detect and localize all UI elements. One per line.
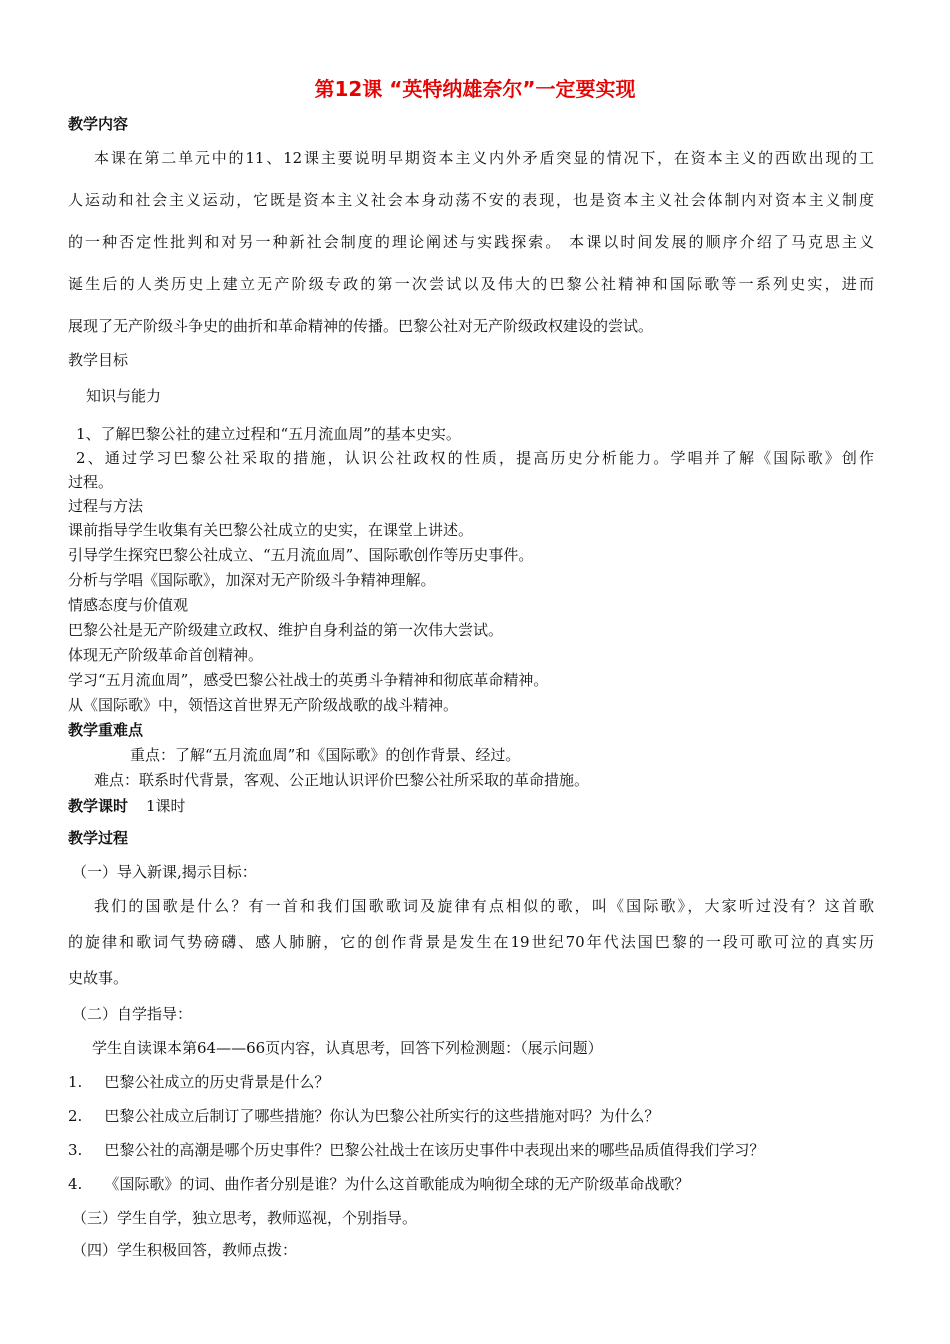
content-line-5: 展现了无产阶级斗争史的曲折和革命精神的传播。巴黎公社对无产阶级政权建设的尝试。 [68, 317, 654, 335]
content-line-1: 本课在第二单元中的11、12课主要说明早期资本主义内外矛盾突显的情况下，在资本主义的西欧出现的工 [94, 149, 874, 167]
question-2 [68, 1106, 659, 1126]
step-2-intro: 学生自读课本第64——66页内容，认真思考，回答下列检测题：（展示问题） [92, 1039, 603, 1057]
step-2-title: （二）自学指导： [72, 1005, 193, 1023]
knowledge-heading: 知识与能力 [86, 387, 162, 405]
process-item-1: 课前指导学生收集有关巴黎公社成立的史实，在课堂上讲述。 [68, 521, 474, 539]
content-line-4: 诞生后的人类历史上建立无产阶级专政的第一次尝试以及伟大的巴黎公社精神和国际歌等一系列史实，进而 [68, 275, 874, 293]
question-text: 巴黎公社成立后制订了哪些措施？你认为巴黎公社所实行的这些措施对吗？为什么？ [104, 1107, 660, 1125]
question-4 [68, 1174, 689, 1194]
content-line-2: 人运动和社会主义运动，它既是资本主义社会本身动荡不安的表现，也是资本主义社会体制内对资本主义制度 [68, 191, 874, 209]
hours-heading: 教学课时 [68, 797, 129, 815]
step-1-line-1: 我们的国歌是什么？有一首和我们国歌歌词及旋律有点相似的歌，叫《国际歌》，大家听过没有？这首歌 [94, 897, 874, 915]
question-1 [68, 1072, 329, 1092]
question-text: 巴黎公社的高潮是哪个历史事件？巴黎公社战士在该历史事件中表现出来的哪些品质值得我们学习？ [104, 1141, 765, 1159]
emotion-item-3: 学习“五月流血周”，感受巴黎公社战士的英勇斗争精神和彻底革命精神。 [68, 671, 549, 689]
step-1-title: （一）导入新课,揭示目标： [72, 863, 257, 881]
question-text: 《国际歌》的词、曲作者分别是谁？为什么这首歌能成为响彻全球的无产阶级革命战歌？ [104, 1175, 690, 1193]
process-heading: 过程与方法 [68, 497, 144, 515]
knowledge-item-1: 1、了解巴黎公社的建立过程和“五月流血周”的基本史实。 [76, 425, 461, 443]
lesson-title: 第12课 “英特纳雄奈尔”一定要实现 [314, 77, 636, 101]
hours-value: 1课时 [146, 797, 186, 815]
emotion-item-4: 从《国际歌》中，领悟这首世界无产阶级战歌的战斗精神。 [68, 696, 459, 714]
question-number: 1. [68, 1073, 83, 1091]
emotion-heading: 情感态度与价值观 [68, 596, 189, 614]
keypoints-heading: 教学重难点 [68, 721, 144, 739]
question-3 [68, 1140, 764, 1160]
keypoint-text: 重点：了解“五月流血周”和《国际歌》的创作背景、经过。 [130, 746, 521, 764]
question-text: 巴黎公社成立的历史背景是什么？ [104, 1073, 330, 1091]
emotion-item-1: 巴黎公社是无产阶级建立政权、维护自身利益的第一次伟大尝试。 [68, 621, 504, 639]
question-number: 2. [68, 1107, 83, 1125]
hours-row [68, 796, 186, 816]
step-1-line-2: 的旋律和歌词气势磅礴、感人肺腑，它的创作背景是发生在19世纪70年代法国巴黎的一段可歌可泣的真实历 [68, 933, 874, 951]
procedure-heading: 教学过程 [68, 829, 129, 847]
content-heading: 教学内容 [68, 115, 129, 133]
step-4-title: （四）学生积极回答，教师点拨： [72, 1241, 298, 1259]
process-item-3: 分析与学唱《国际歌》，加深对无产阶级斗争精神理解。 [68, 571, 436, 589]
question-number: 4. [68, 1175, 83, 1193]
emotion-item-2: 体现无产阶级革命首创精神。 [68, 646, 264, 664]
difficulty-text: 难点：联系时代背景，客观、公正地认识评价巴黎公社所采取的革命措施。 [94, 771, 590, 789]
step-1-line-3: 史故事。 [68, 969, 129, 987]
step-3-title: （三）学生自学，独立思考，教师巡视，个别指导。 [72, 1209, 418, 1227]
knowledge-item-2: 2、通过学习巴黎公社采取的措施，认识公社政权的性质，提高历史分析能力。学唱并了解《国际歌》创作 [76, 449, 874, 467]
knowledge-item-2-cont: 过程。 [68, 473, 114, 491]
content-line-3: 的一种否定性批判和对另一种新社会制度的理论阐述与实践探索。 本课以时间发展的顺序介绍了马克思主义 [68, 233, 874, 251]
question-number: 3. [68, 1141, 83, 1159]
goals-heading: 教学目标 [68, 351, 129, 369]
process-item-2: 引导学生探究巴黎公社成立、“五月流血周”、国际歌创作等历史事件。 [68, 546, 534, 564]
